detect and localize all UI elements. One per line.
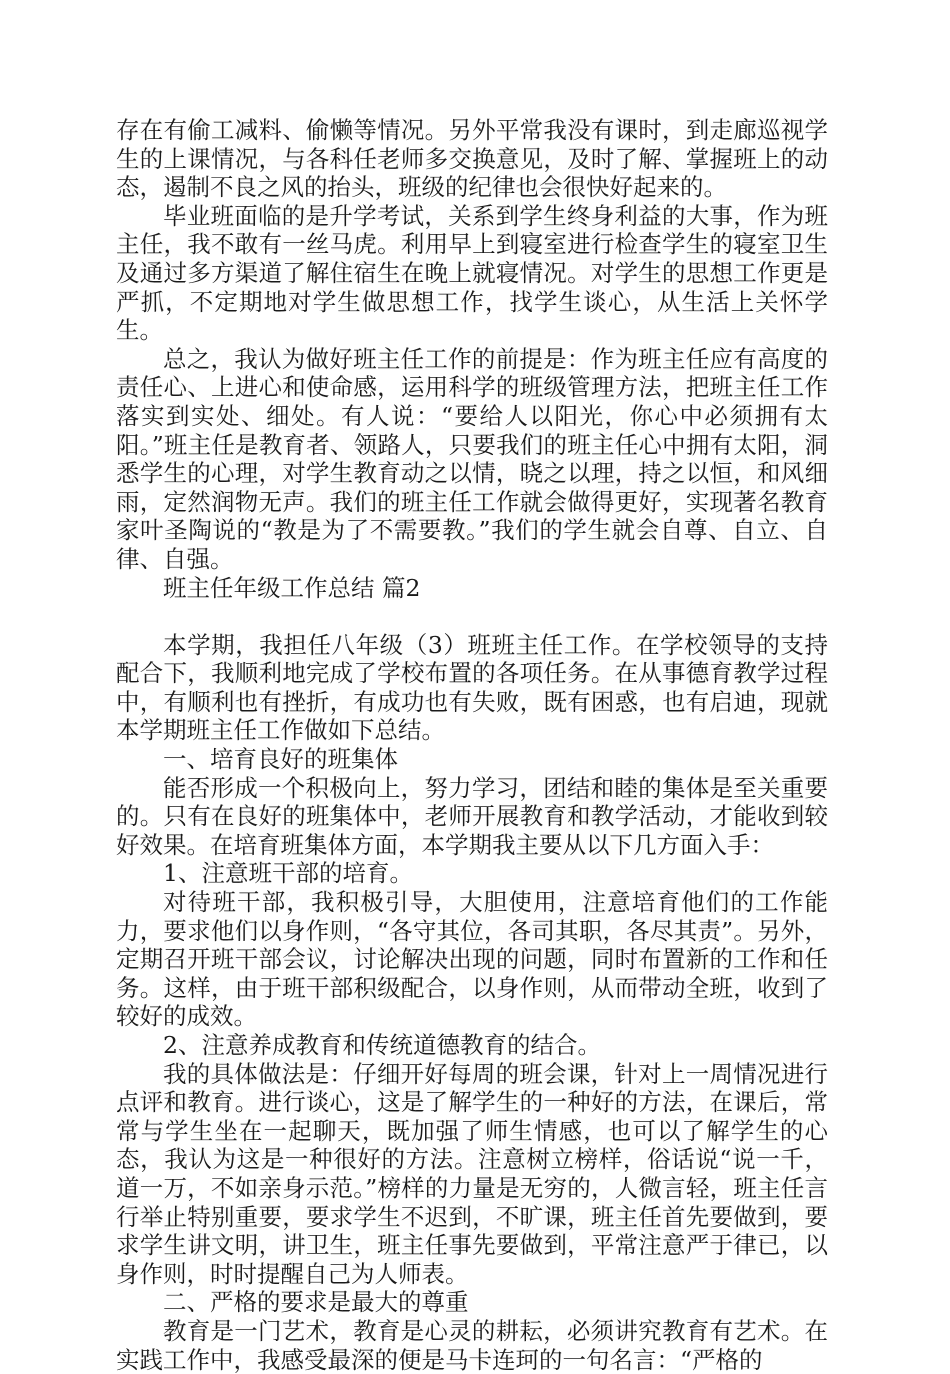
section-title-part-2: 班主任年级工作总结 篇2	[163, 573, 421, 602]
paragraph-continuation: 存在有偷工减料、偷懒等情况。另外平常我没有课时，到走廊巡视学生的上课情况，与各科任老师多交换意见，及时了解、掌握班上的动态，遏制不良之风的抬头，班级的纪律也会很快好起来的。	[116, 116, 828, 202]
heading-item-2: 2、注意养成教育和传统道德教育的结合。	[163, 1031, 601, 1059]
paragraph-method: 我的具体做法是：仔细开好每周的班会课，针对上一周情况进行点评和教育。进行谈心，这是了解学生的一种好的方法，在课后，常常与学生坐在一起聊天，既加强了师生情感，也可以了解学生的心态，我认为这是一种很好的方法。注意树立榜样，俗话说“说一千，道一万，不如亲身示范。”榜样的力量是无穷的，人微言轻，班主任言行举止特别重要，要求学生不迟到，不旷课，班主任首先要做到，要求学生讲文明，讲卫生，班主任事先要做到，平常注意严于律已，以身作则，时时提醒自己为人师表。	[116, 1059, 828, 1288]
blank-line	[116, 602, 828, 631]
document-page	[116, 116, 828, 1374]
paragraph-education-art: 教育是一门艺术，教育是心灵的耕耘，必须讲究教育有艺术。在实践工作中，我感受最深的便是马卡连珂的一句名言：“严格的	[116, 1316, 828, 1374]
paragraph-graduation-class: 毕业班面临的是升学考试，关系到学生终身利益的大事，作为班主任，我不敢有一丝马虎。利用早上到寝室进行检查学生的寝室卫生及通过多方渠道了解住宿生在晚上就寝情况。对学生的思想工作更是严抓，不定期地对学生做思想工作，找学生谈心，从生活上关怀学生。	[116, 201, 828, 345]
paragraph-intro: 本学期，我担任八年级（3）班班主任工作。在学校领导的支持配合下，我顺利地完成了学校布置的各项任务。在从事德育教学过程中，有顺利也有挫折，有成功也有失败，既有困惑，也有启迪，现就本学期班主任工作做如下总结。	[116, 630, 828, 745]
heading-section-2: 二、严格的要求是最大的尊重	[163, 1288, 469, 1317]
heading-item-1: 1、注意班干部的培育。	[163, 859, 413, 888]
paragraph-class-cadres: 对待班干部，我积极引导，大胆使用，注意培育他们的工作能力，要求他们以身作则，“各守其位，各司其职，各尽其责”。另外，定期召开班干部会议，讨论解决出现的问题，同时布置新的工作和任务。这样，由于班干部积级配合，以身作则，从而带动全班，收到了较好的成效。	[116, 888, 828, 1031]
paragraph-class-collective: 能否形成一个积极向上，努力学习，团结和睦的集体是至关重要的。只有在良好的班集体中，老师开展教育和教学活动，才能收到较好效果。在培育班集体方面，本学期我主要从以下几方面入手：	[116, 773, 828, 859]
paragraph-conclusion: 总之，我认为做好班主任工作的前提是：作为班主任应有高度的责任心、上进心和使命感，运用科学的班级管理方法，把班主任工作落实到实处、细处。有人说：“要给人以阳光，你心中必须拥有太阳。”班主任是教育者、领路人，只要我们的班主任心中拥有太阳，洞悉学生的心理，对学生教育动之以情，晓之以理，持之以恒，和风细雨，定然润物无声。我们的班主任工作就会做得更好，实现著名教育家叶圣陶说的“教是为了不需要教。”我们的学生就会自尊、自立、自律、自强。	[116, 344, 828, 573]
heading-section-1: 一、培育良好的班集体	[163, 745, 398, 774]
